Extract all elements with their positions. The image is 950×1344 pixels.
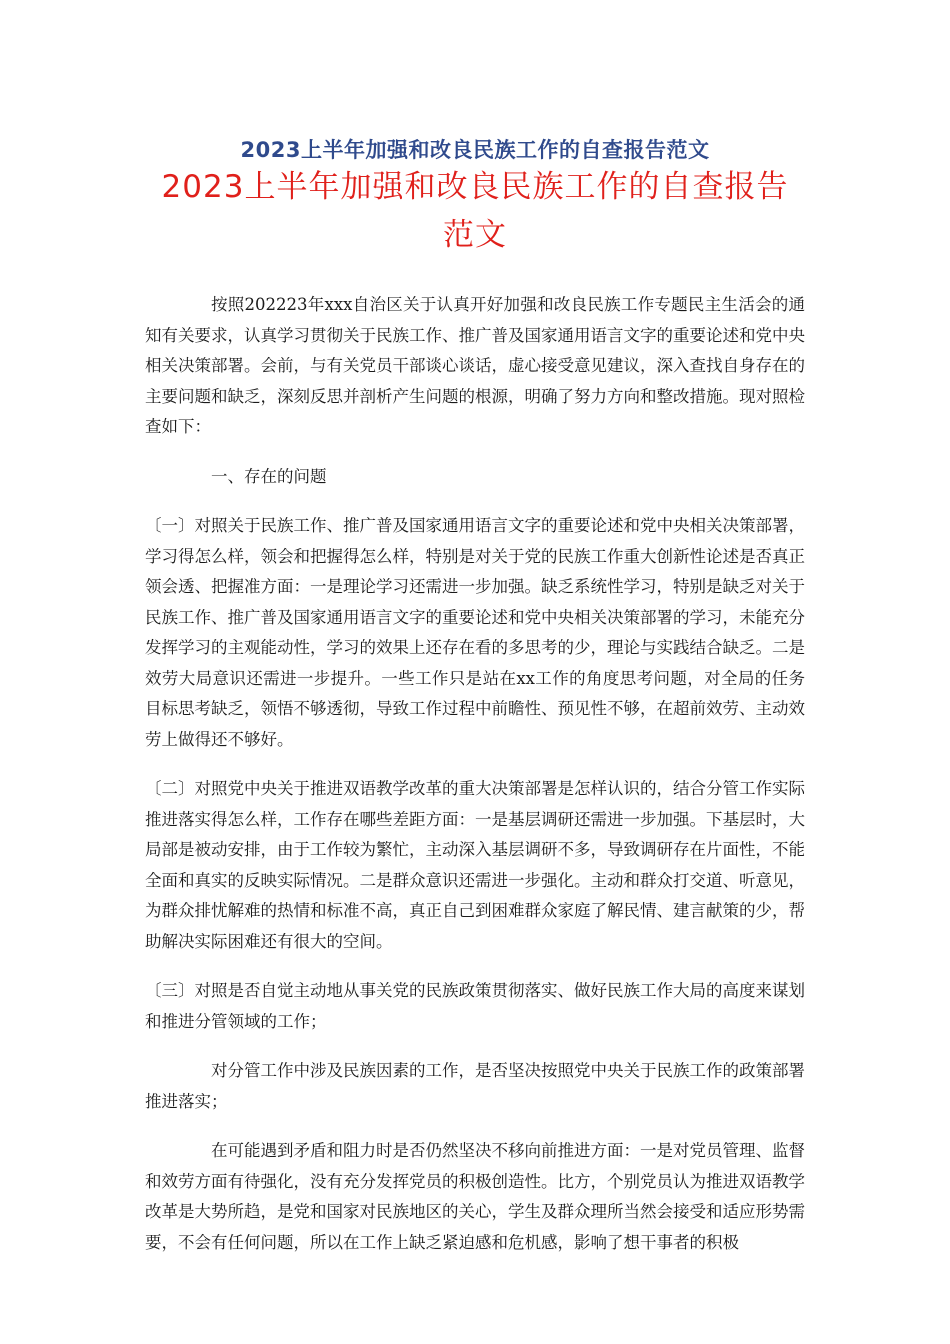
paragraph-4: 对分管工作中涉及民族因素的工作，是否坚决按照党中央关于民族工作的政策部署推进落实；	[145, 1061, 805, 1111]
intro-paragraph: 按照202223年xxx自治区关于认真开好加强和改良民族工作专题民主生活会的通知有关要求，认真学习贯彻关于民族工作、推广普及国家通用语言文字的重要论述和党中央相关决策部署。会前，与有关党员干部谈心谈话，虚心接受意见建议，深入查找自身存在的主要问题和缺乏，深刻反思并剖析产生问题的根源，明确了努力方向和整改措施。现对照检查如下：	[145, 295, 805, 436]
paragraph-1: 〔一〕对照关于民族工作、推广普及国家通用语言文字的重要论述和党中央相关决策部署，学习得怎么样，领会和把握得怎么样，特别是对关于党的民族工作重大创新性论述是否真正领会透、把握准方面：一是理论学习还需进一步加强。缺乏系统性学习，特别是缺乏对关于民族工作、推广普及国家通用语言文字的重要论述和党中央相关决策部署的学习，未能充分发挥学习的主观能动性，学习的效果上还存在看的多思考的少，理论与实践结合缺乏。二是效劳大局意识还需进一步提升。一些工作只是站在xx工作的角度思考问题，对全局的任务目标思考缺乏，领悟不够透彻，导致工作过程中前瞻性、预见性不够，在超前效劳、主动效劳上做得还不够好。	[145, 516, 805, 749]
document-body	[145, 290, 805, 1277]
paragraph-3: 〔三〕对照是否自觉主动地从事关党的民族政策贯彻落实、做好民族工作大局的高度来谋划和推进分管领域的工作；	[145, 981, 805, 1031]
paragraph-5: 在可能遇到矛盾和阻力时是否仍然坚决不移向前推进方面：一是对党员管理、监督和效劳方面有待强化，没有充分发挥党员的积极创造性。比方，个别党员认为推进双语教学改革是大势所趋，是党和国家对民族地区的关心，学生及群众理所当然会接受和适应形势需要，不会有任何问题，所以在工作上缺乏紧迫感和危机感，影响了想干事者的积极	[145, 1141, 805, 1252]
page-header-title: 2023上半年加强和改良民族工作的自查报告范文	[240, 138, 710, 162]
section-heading: 一、存在的问题	[211, 466, 327, 486]
paragraph-2: 〔二〕对照党中央关于推进双语教学改革的重大决策部署是怎样认识的，结合分管工作实际推进落实得怎么样，工作存在哪些差距方面：一是基层调研还需进一步加强。下基层时，大局部是被动安排，由于工作较为繁忙，主动深入基层调研不多，导致调研存在片面性，不能全面和真实的反映实际情况。二是群众意识还需进一步强化。主动和群众打交道、听意见，为群众排忧解难的热情和标准不高，真正自己到困难群众家庭了解民情、建言献策的少，帮助解决实际困难还有很大的空间。	[145, 779, 805, 951]
document-title: 2023上半年加强和改良民族工作的自查报告范文	[161, 169, 789, 253]
